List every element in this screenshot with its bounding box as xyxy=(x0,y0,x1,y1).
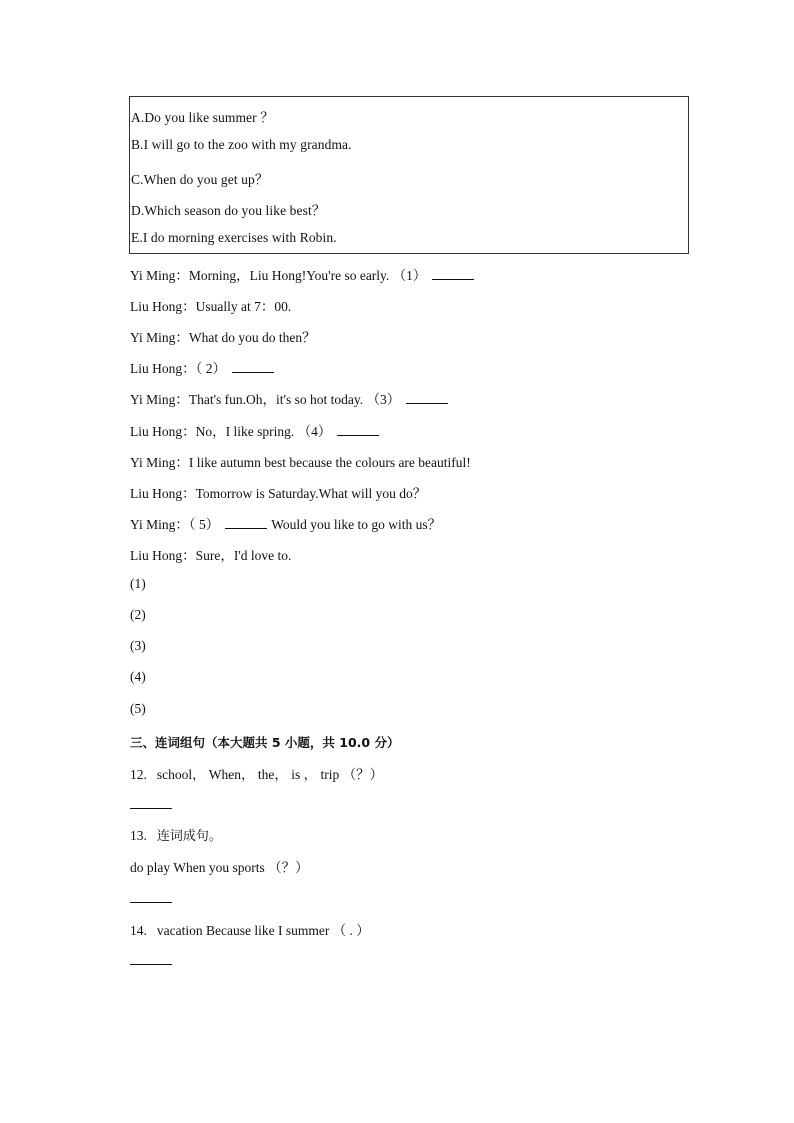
question-number: 13. xyxy=(130,828,147,843)
question-text: school， When， the， is ， trip （？） xyxy=(156,767,384,782)
answer-blank-14 xyxy=(130,964,172,965)
dialogue-line-4 xyxy=(130,357,278,377)
question-12 xyxy=(130,763,383,783)
dialogue-text: Yi Ming：What do you do then？ xyxy=(130,330,316,345)
option-d: D.Which season do you like best？ xyxy=(131,203,326,218)
dialogue-text: Liu Hong：Tomorrow is Saturday.What will you do？ xyxy=(130,486,427,501)
dialogue-line-7 xyxy=(130,451,471,471)
answer-label-1: (1) xyxy=(130,576,146,591)
answer-blank xyxy=(225,527,267,529)
dialogue-line-3 xyxy=(130,326,316,346)
dialogue-line-1 xyxy=(130,264,478,284)
dialogue-text: Yi Ming：Morning，Liu Hong!You're so early. （1） xyxy=(130,268,427,283)
dialogue-line-5 xyxy=(130,388,452,408)
answer-label-2: (2) xyxy=(130,607,146,622)
answer-blank xyxy=(406,402,448,404)
answer-label-3: (3) xyxy=(130,638,146,653)
option-a: A.Do you like summer ？ xyxy=(131,110,274,125)
question-text: vacation Because like I summer （ . ） xyxy=(156,923,370,938)
dialogue-line-8 xyxy=(130,482,426,502)
question-13-words: do play When you sports （？） xyxy=(130,860,309,875)
answer-blank xyxy=(432,278,474,280)
dialogue-text: Yi Ming：I like autumn best because the colours are beautiful! xyxy=(130,455,471,470)
dialogue-line-10 xyxy=(130,544,291,564)
answer-label-5: (5) xyxy=(130,701,146,716)
answer-blank xyxy=(232,371,274,373)
dialogue-text: Liu Hong：No，I like spring. （4） xyxy=(130,424,332,439)
dialogue-tail: Would you like to go with us？ xyxy=(271,517,442,532)
question-number: 12. xyxy=(130,767,147,782)
option-e: E.I do morning exercises with Robin. xyxy=(131,230,337,245)
options-box xyxy=(129,96,689,254)
answer-blank-13 xyxy=(130,902,172,903)
dialogue-text: Yi Ming：That's fun.Oh，it's so hot today. （3） xyxy=(130,392,401,407)
question-number: 14. xyxy=(130,923,147,938)
dialogue-text: Liu Hong：Usually at 7：00. xyxy=(130,299,292,314)
dialogue-text: Yi Ming：（ 5） xyxy=(130,517,220,532)
question-14 xyxy=(130,919,370,939)
answer-blank xyxy=(337,434,379,436)
option-b: B.I will go to the zoo with my grandma. xyxy=(131,137,352,152)
option-c: C.When do you get up？ xyxy=(131,172,269,187)
dialogue-text: Liu Hong：（ 2） xyxy=(130,361,226,376)
section-title: 三、连词组句（本大题共 5 小题，共 10.0 分） xyxy=(130,735,400,750)
question-text: 连词成句。 xyxy=(156,829,222,844)
question-13 xyxy=(130,825,222,844)
dialogue-line-2 xyxy=(130,295,291,315)
answer-label-4: (4) xyxy=(130,669,146,684)
answer-blank-12 xyxy=(130,808,172,809)
dialogue-text: Liu Hong：Sure，I'd love to. xyxy=(130,548,292,563)
dialogue-line-9 xyxy=(130,513,441,533)
dialogue-line-6 xyxy=(130,420,383,440)
